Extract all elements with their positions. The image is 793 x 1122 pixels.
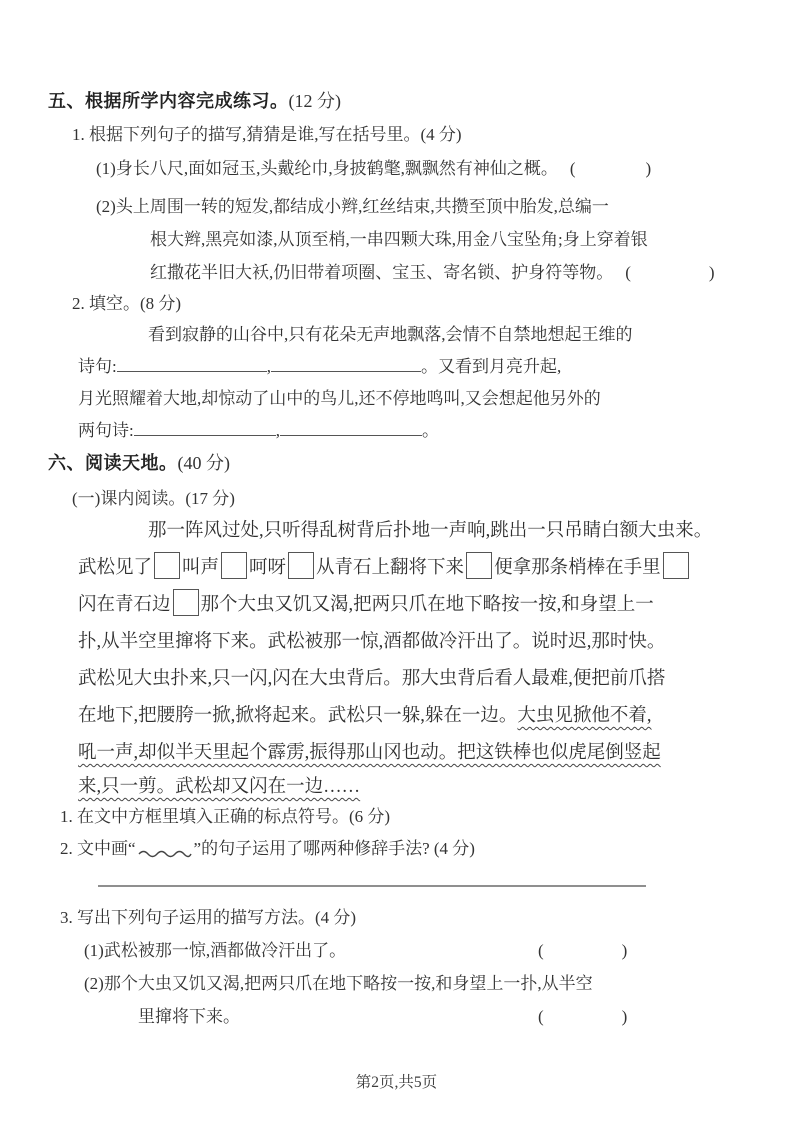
section-five-score: (12 分) [288, 91, 341, 111]
bracket-close: ) [708, 263, 715, 282]
fill-line2-prefix: 诗句: [78, 357, 117, 376]
fill-paragraph-line2 [78, 351, 733, 383]
punctuation-box [466, 552, 492, 579]
section-five-heading [48, 88, 733, 114]
answer-bracket [538, 934, 627, 967]
fill-line2-suffix: 。又看到月亮升起, [420, 357, 562, 376]
fill-paragraph-line4 [78, 415, 733, 447]
answer-bracket [538, 1000, 627, 1033]
describe-item-2-text: 里撺将下来。 [138, 1007, 240, 1026]
guess-item-2-line1: (2)头上周围一转的短发,都结成小辫,红丝结束,共攒至顶中胎发,总编一 [96, 197, 609, 216]
guess-item-1 [96, 156, 733, 182]
passage-line-3 [78, 587, 733, 624]
fill-paragraph-line3: 月光照耀着大地,却惊动了山中的鸟儿,还不停地鸣叫,又会想起他另外的 [78, 389, 601, 408]
fill-line2-comma: , [266, 357, 271, 376]
bracket-close: ) [645, 159, 652, 178]
section-six-title: 六、阅读天地。 [48, 453, 178, 473]
bracket-open: ( [569, 159, 576, 178]
page-number: 第2页,共5页 [355, 1074, 438, 1091]
question-2-prompt: 2. 填空。(8 分) [72, 294, 182, 313]
guess-item-2-line2: 根大辫,黑亮如漆,从顶至梢,一串四颗大珠,用金八宝坠角;身上穿着银 [150, 230, 648, 249]
fill-line4-comma: , [275, 421, 280, 440]
reading-subtitle: (一)课内阅读。(17 分) [72, 489, 235, 508]
describe-item-1 [84, 934, 733, 967]
passage-line-2 [78, 550, 733, 587]
describe-item-2-line2 [138, 1000, 733, 1033]
bracket-open: ( [538, 941, 544, 960]
guess-item-2-line3 [150, 256, 733, 289]
passage-segment: 武松见了 [78, 558, 153, 578]
fill-blank [117, 357, 267, 372]
guess-item-2-text: 红撒花半旧大袄,仍旧带着项圈、宝玉、寄名锁、护身符等物。 [150, 263, 614, 282]
guess-item-1-text: (1)身长八尺,面如冠玉,头戴纶巾,身披鹤氅,飘飘然有神仙之概。 [96, 159, 558, 178]
reading-question-3-prompt: 3. 写出下列句子运用的描写方法。(4 分) [60, 908, 357, 927]
passage-line-4: 扑,从半空里撺将下来。武松被那一惊,酒都做冷汗出了。说时迟,那时快。 [78, 632, 666, 652]
passage-segment: 叫声 [182, 558, 220, 578]
reading-q2-prefix: 2. 文中画“ [60, 839, 136, 858]
answer-bracket [625, 263, 714, 282]
section-five-title: 五、根据所学内容完成练习。 [48, 91, 289, 111]
fill-line4-prefix: 两句诗: [78, 421, 134, 440]
wavy-line-icon [138, 836, 192, 869]
wavy-underlined-text: 吼一声,却似半天里起个霹雳,振得那山冈也动。把这铁棒也似虎尾倒竖起 [78, 743, 661, 763]
fill-line4-suffix: 。 [421, 421, 439, 440]
passage-line-1: 那一阵风过处,只听得乱树背后扑地一声响,跳出一只吊睛白额大虫来。 [148, 521, 713, 541]
section-six-heading [48, 449, 733, 477]
bracket-open: ( [538, 1007, 544, 1026]
passage-line-7 [78, 735, 733, 772]
reading-q2-suffix: ”的句子运用了哪两种修辞手法? (4 分) [193, 839, 475, 858]
bracket-open: ( [625, 263, 631, 282]
passage-line-5: 武松见大虫扑来,只一闪,闪在大虫背后。那大虫背后看人最难,便把前爪搭 [78, 669, 666, 689]
bracket-close: ) [621, 941, 628, 960]
passage-segment: 呵呀 [249, 558, 287, 578]
passage-segment: 那个大虫又饥又渴,把两只爪在地下略按一按,和身望上一 [200, 595, 654, 615]
reading-question-2 [60, 832, 733, 869]
punctuation-box [221, 552, 247, 579]
passage-segment: 便拿那条梢棒在手里 [494, 558, 661, 578]
wavy-underlined-text: 来,只一剪。武松却又闪在一边…… [78, 777, 361, 797]
fill-blank [280, 421, 422, 436]
answer-bracket [570, 159, 651, 178]
passage-segment: 在地下,把腰胯一掀,掀将起来。武松只一躲,躲在一边。 [78, 706, 518, 726]
question-1-prompt: 1. 根据下列句子的描写,猜猜是谁,写在括号里。(4 分) [72, 125, 462, 144]
punctuation-box [154, 552, 180, 579]
passage-line-6 [78, 698, 733, 735]
bracket-close: ) [621, 1007, 628, 1026]
passage-segment: 闪在青石边 [78, 595, 171, 615]
punctuation-box [173, 589, 199, 616]
passage-line-8 [78, 772, 733, 802]
passage-segment: 从青石上翻将下来 [316, 558, 465, 578]
answer-blank-rule [98, 885, 646, 887]
punctuation-box [663, 552, 689, 579]
section-six-score: (40 分) [177, 453, 230, 473]
describe-item-2-line1: (2)那个大虫又饥又渴,把两只爪在地下略按一按,和身望上一扑,从半空 [84, 974, 593, 993]
describe-item-1-text: (1)武松被那一惊,酒都做冷汗出了。 [84, 941, 347, 960]
fill-blank [271, 357, 421, 372]
wavy-underlined-text: 大虫见掀他不着, [517, 706, 652, 726]
reading-question-1: 1. 在文中方框里填入正确的标点符号。(6 分) [60, 807, 391, 826]
fill-blank [134, 421, 276, 436]
punctuation-box [288, 552, 314, 579]
fill-paragraph-line1: 看到寂静的山谷中,只有花朵无声地飘落,会情不自禁地想起王维的 [148, 325, 633, 344]
